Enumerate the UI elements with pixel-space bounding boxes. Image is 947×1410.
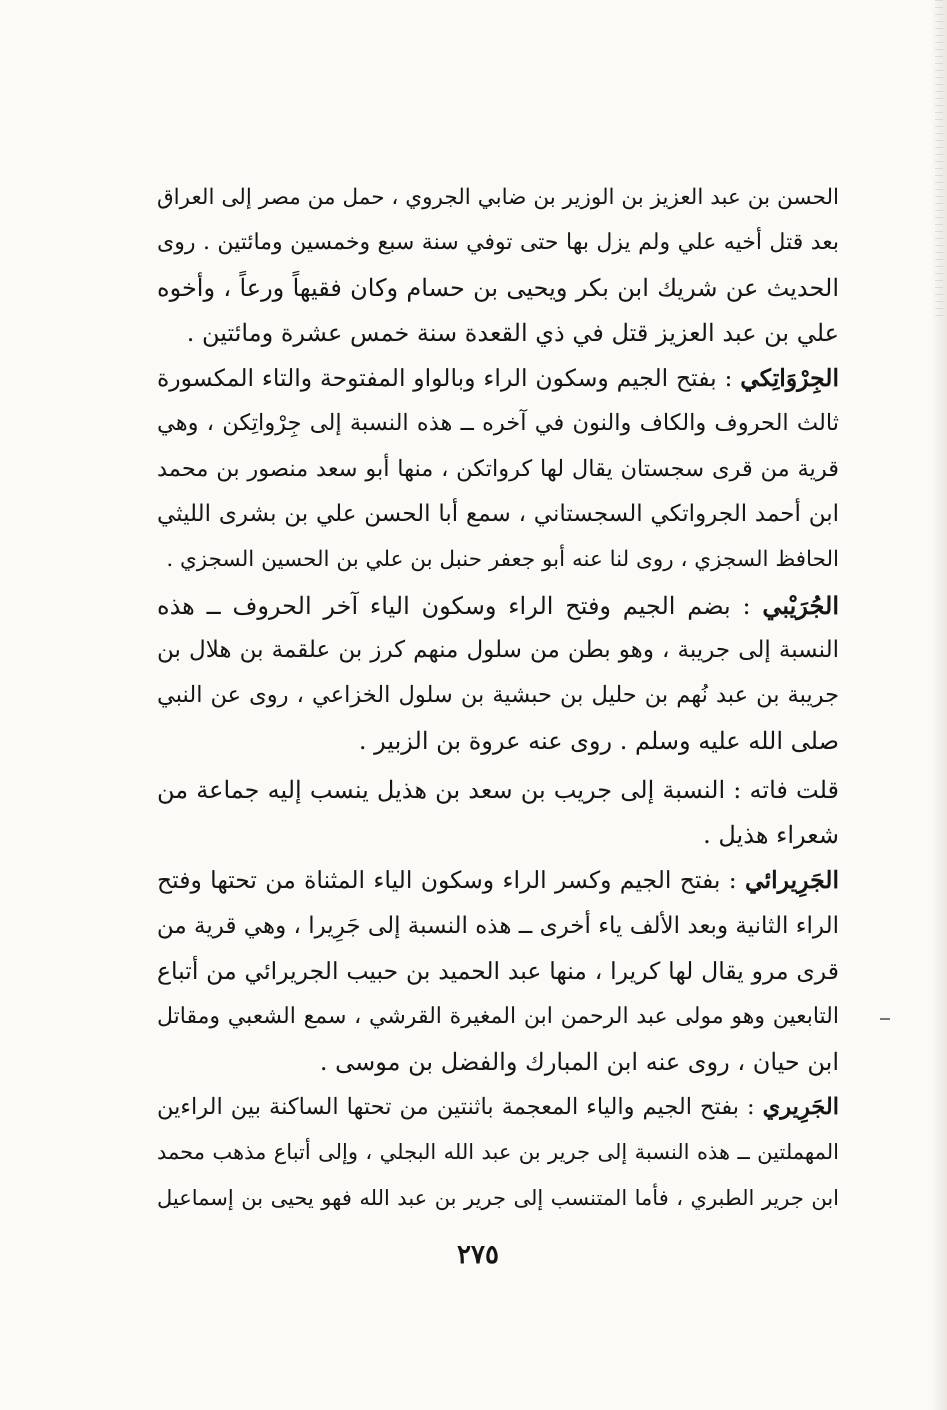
text-line: قلت فاته : النسبة إلى جريب بن سعد بن هذيل ينسب إليه جماعة من — [157, 775, 839, 804]
page-edge-speckles — [935, 0, 943, 320]
entry-text: : بضم الجيم وفتح الراء وسكون الياء آخر الحروف ــ هذه — [157, 591, 763, 620]
text-line: ابن أحمد الجرواتكي السجستاني ، سمع أبا الحسن علي بن بشرى الليثي — [157, 501, 839, 528]
text-line: الحسن بن عبد العزيز بن الوزير بن ضابي الجروي ، حمل من مصر إلى العراق — [157, 185, 839, 210]
entry-heading-line — [157, 583, 839, 628]
text-line: الراء الثانية وبعد الألف ياء أخرى ــ هذه النسبة إلى جَرِيرا ، وهي قرية من — [157, 912, 839, 939]
text-line: صلى الله عليه وسلم . روى عنه عروة بن الزبير . — [358, 726, 839, 755]
entry-heading: الجِرْوَاتِكي — [740, 364, 839, 393]
margin-mark — [880, 1018, 890, 1020]
text-line: قرى مرو يقال لها كريرا ، منها عبد الحميد بن حبيب الجريرائي من أتباع — [157, 957, 839, 986]
entry-heading: الجُرَيْبي — [762, 590, 839, 620]
text-line: قرية من قرى سجستان يقال لها كرواتكن ، منها أبو سعد منصور بن محمد — [157, 455, 839, 482]
text-line: المهملتين ــ هذه النسبة إلى جرير بن عبد الله البجلي ، وإلى أتباع مذهب محمد — [157, 1140, 839, 1165]
text-line: ثالث الحروف والكاف والنون في آخره ــ هذه النسبة إلى جِرْواتِكن ، وهي — [157, 410, 839, 437]
entry-text: : بفتح الجيم والياء المعجمة باثنتين من تحتها الساكنة بين الراءين — [157, 1093, 763, 1120]
text-line: ابن حيان ، روى عنه ابن المبارك والفضل بن موسى . — [319, 1047, 839, 1076]
entry-heading-line — [157, 858, 839, 903]
entry-text: : بفتح الجيم وكسر الراء وسكون الياء المثناة من تحتها وفتح — [157, 866, 745, 895]
text-line: الحافظ السجزي ، روى لنا عنه أبو جعفر حنبل بن علي بن الحسين السجزي . — [166, 547, 839, 573]
entry-heading: الجَرِيري — [762, 1093, 839, 1120]
text-line: شعراء هذيل . — [703, 821, 839, 850]
text-line: بعد قتل أخيه علي ولم يزل بها حتى توفي سنة سبع وخمسين ومائتين . روى — [157, 230, 839, 256]
text-line: جريبة بن عبد نُهم بن حليل بن حبشية بن سلول الخزاعي ، روى عن النبي — [157, 682, 839, 709]
entry-heading-line — [157, 356, 839, 401]
entry-text: : بفتح الجيم وسكون الراء وبالواو المفتوحة والتاء المكسورة — [157, 364, 741, 393]
entry-heading: الجَرِيرائي — [745, 866, 839, 895]
entry-heading-line — [157, 1085, 839, 1130]
body-text — [157, 175, 839, 1221]
text-line: الحديث عن شريك ابن بكر ويحيى بن حسام وكان فقيهاً ورعاً ، وأخوه — [157, 273, 839, 302]
text-line: علي بن عبد العزيز قتل في ذي القعدة سنة خمس عشرة ومائتين . — [186, 318, 839, 347]
page-number: ٢٧٥ — [457, 1240, 499, 1270]
text-line: النسبة إلى جريبة ، وهو بطن من سلول منهم كرز بن علقمة بن هلال بن — [157, 636, 839, 663]
text-line: التابعين وهو مولى عبد الرحمن ابن المغيرة القرشي ، سمع الشعبي ومقاتل — [157, 1004, 839, 1030]
text-line: ابن جرير الطبري ، فأما المتنسب إلى جرير بن عبد الله فهو يحيى بن إسماعيل — [157, 1185, 839, 1210]
